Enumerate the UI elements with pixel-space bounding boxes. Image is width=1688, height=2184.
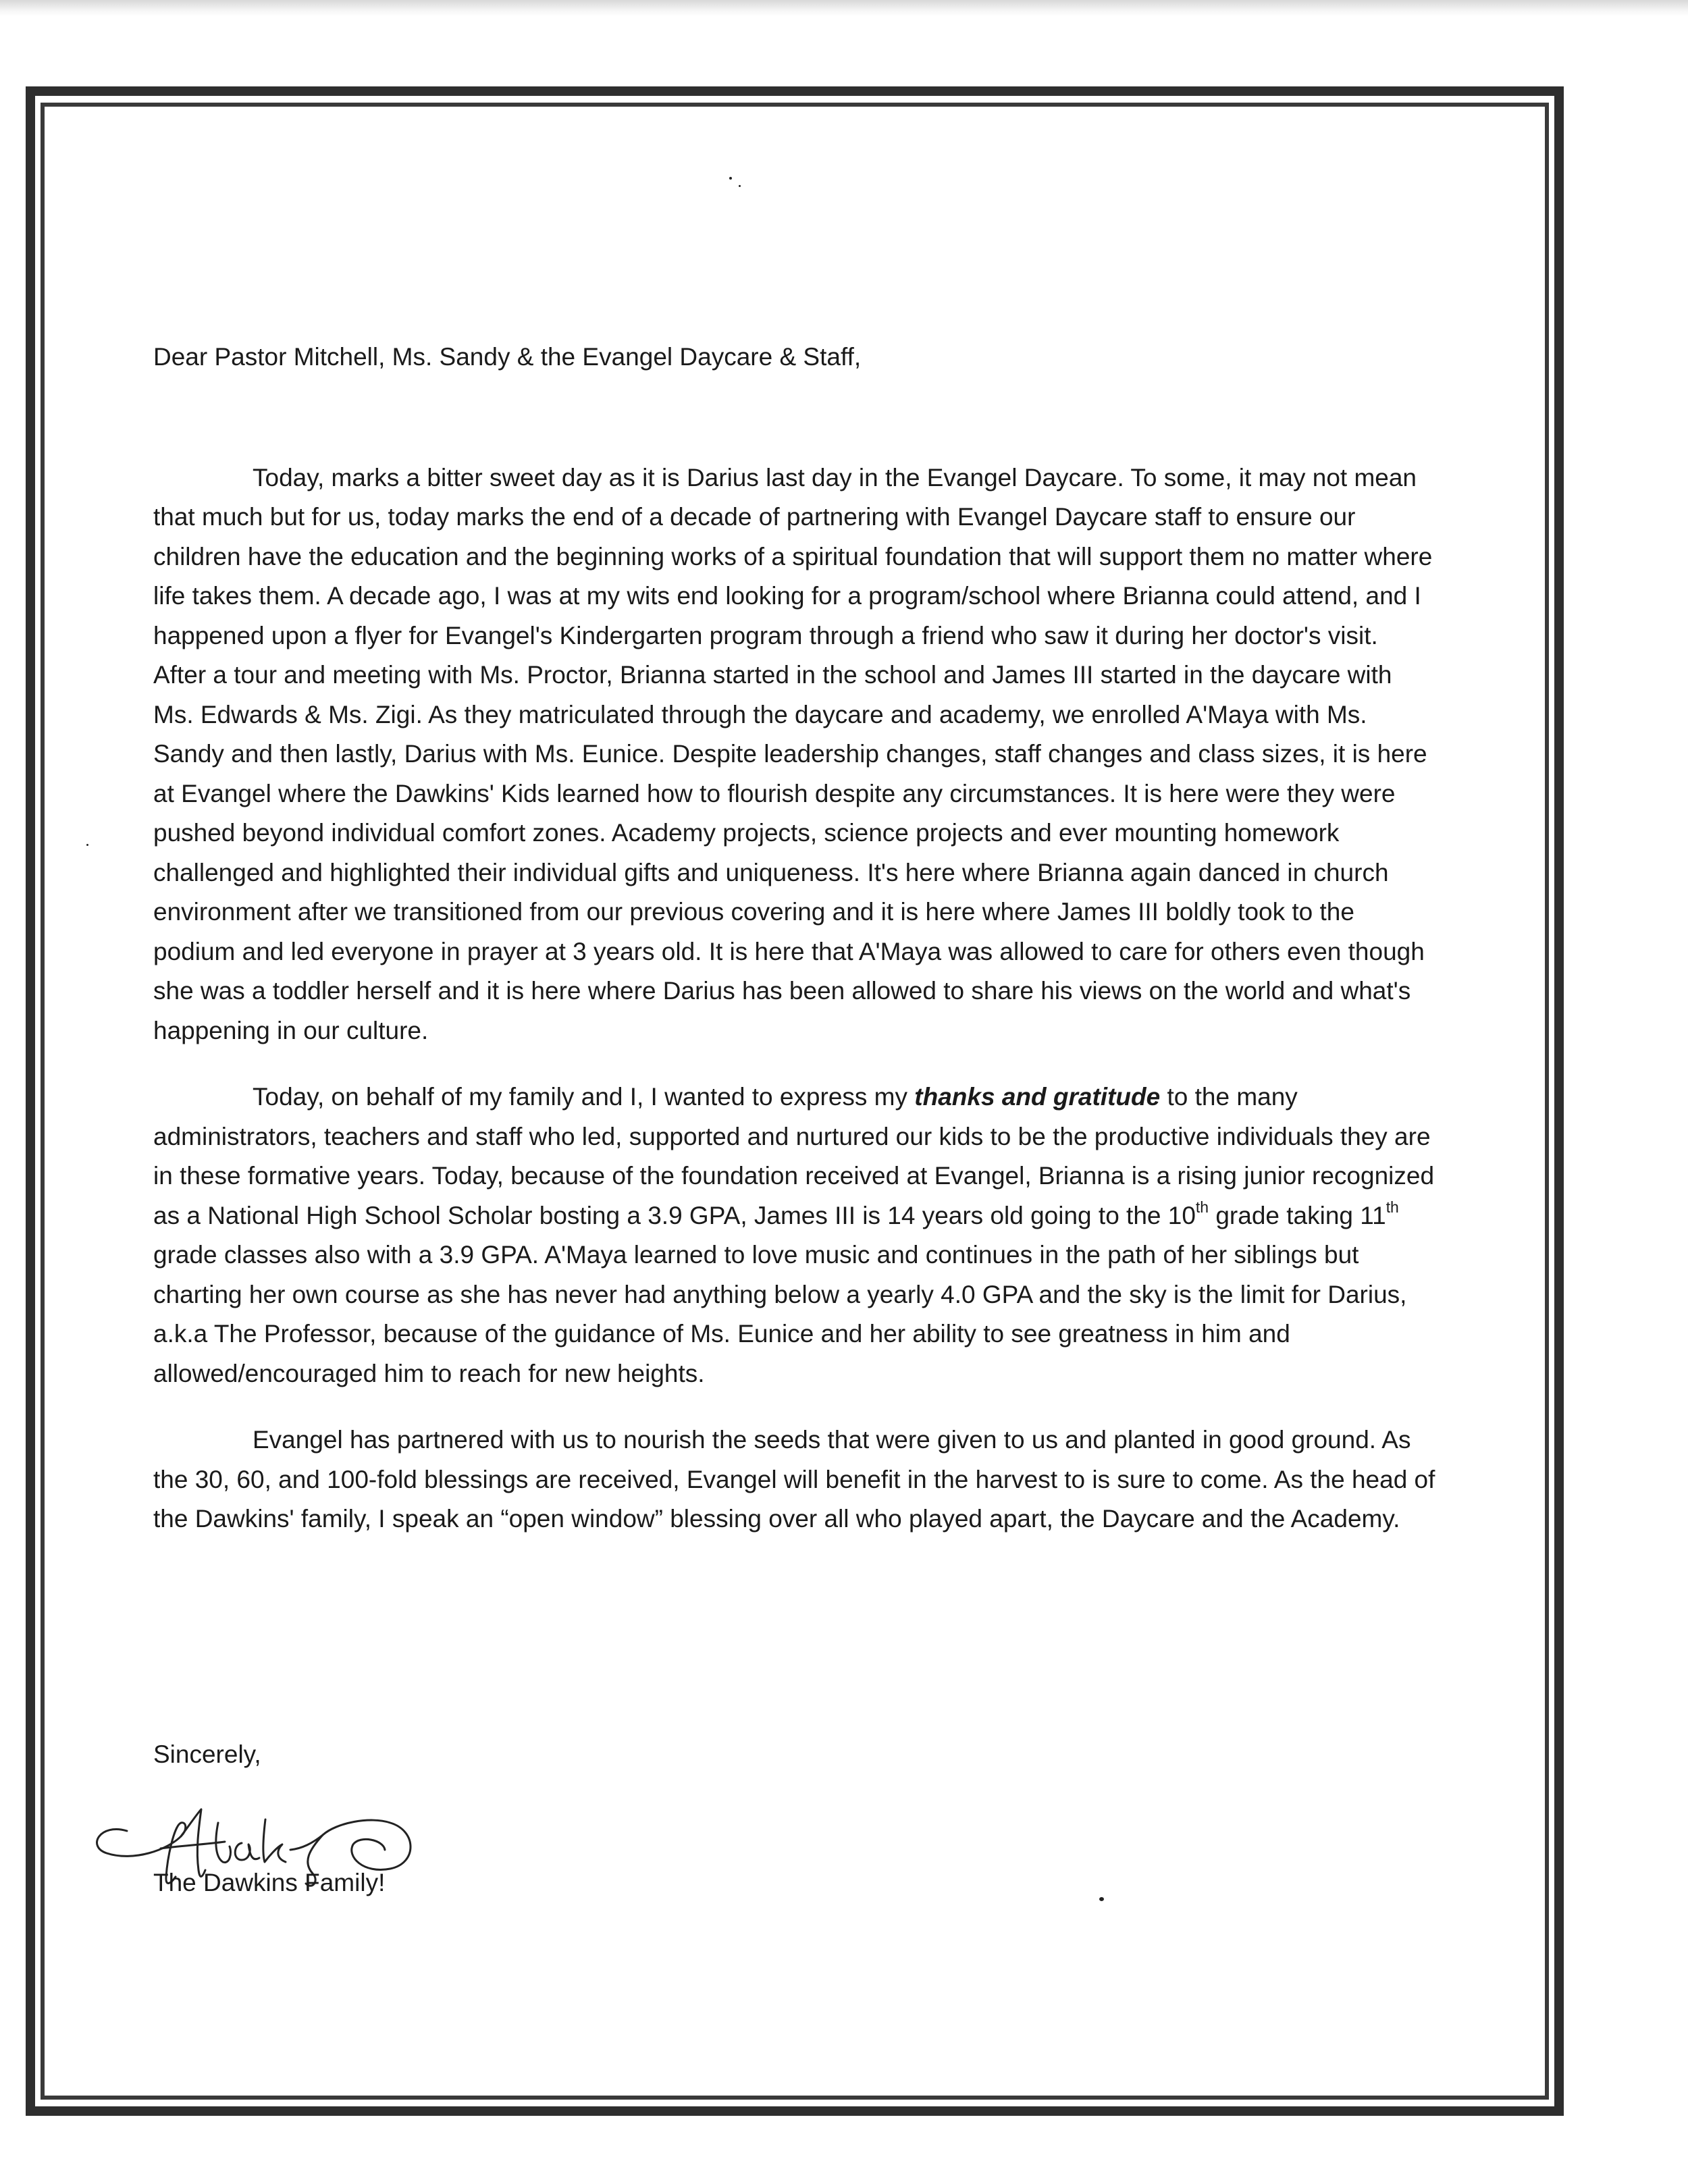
scan-speck	[86, 844, 88, 846]
ordinal-suffix: th	[1195, 1198, 1209, 1216]
paragraph-2-part-3: grade taking 11	[1209, 1201, 1386, 1229]
scan-edge	[0, 0, 1688, 16]
closing: Sincerely,	[153, 1740, 261, 1768]
paragraph-2-part-2: to the many administrators, teachers and staff who led, supported and nurtured our kids to be the productive individuals they are in these formative years. Today, because of the foundation received at Evangel, Brianna is a rising junior recognized as a National High School Scholar bosting a 3.9 GPA, James III is 14 years old going to the 10	[153, 1083, 1435, 1229]
signoff: The Dawkins Family!	[153, 1869, 386, 1896]
scan-speck	[1099, 1897, 1104, 1901]
paragraph-3: Evangel has partnered with us to nourish the seeds that were given to us and planted in good ground. As the 30, 60, and 100-fold blessings are received, Evangel will benefit in the harvest to is sure to come. As the head of the Dawkins' family, I speak an “open window” blessing over all who played apart, the Daycare and the Academy.	[153, 1426, 1435, 1533]
letter-body	[153, 338, 1436, 1566]
paragraph-1: Today, marks a bitter sweet day as it is Darius last day in the Evangel Daycare. To some, it may not mean that much but for us, today marks the end of a decade of partnering with Evangel Daycare staff to ensure our children have the education and the beginning works of a spiritual foundation that will support them no matter where life takes them. A decade ago, I was at my wits end looking for a program/school where Brianna could attend, and I happened upon a flyer for Evangel's Kindergarten program through a friend who saw it during her doctor's visit. After a tour and meeting with Ms. Proctor, Brianna started in the school and James III started in the daycare with Ms. Edwards & Ms. Zigi. As they matriculated through the daycare and academy, we enrolled A'Maya with Ms. Sandy and then lastly, Darius with Ms. Eunice. Despite leadership changes, staff changes and class sizes, it is here at Evangel where the Dawkins' Kids learned how to flourish despite any circumstances. It is here were they were pushed beyond individual comfort zones. Academy projects, science projects and ever mounting homework challenged and highlighted their individual gifts and uniqueness. It's here where Brianna again danced in church environment after we transitioned from our previous covering and it is here where James III boldly took to the podium and led everyone in prayer at 3 years old. It is here that A'Maya was allowed to care for others even though she was a toddler herself and it is here where Darius has been allowed to share his views on the world and what's happening in our culture.	[153, 463, 1433, 1044]
paragraph-2-part-1: Today, on behalf of my family and I, I wanted to express my	[253, 1083, 915, 1111]
paragraph-2	[153, 1077, 1436, 1393]
ordinal-suffix: th	[1386, 1198, 1399, 1216]
paragraph-2-part-4: grade classes also with a 3.9 GPA. A'Maya learned to love music and continues in the path of her siblings but charting her own course as she has never had anything below a yearly 4.0 GPA and the sky is the limit for Darius, a.k.a The Professor, because of the guidance of Ms. Eunice and her ability to see greatness in him and allowed/encouraged him to reach for new heights.	[153, 1241, 1407, 1387]
emphasis-thanks-gratitude: thanks and gratitude	[914, 1083, 1161, 1111]
salutation: Dear Pastor Mitchell, Ms. Sandy & the Evangel Daycare & Staff,	[153, 343, 862, 371]
scan-speck	[739, 185, 741, 187]
scan-speck	[729, 177, 732, 180]
